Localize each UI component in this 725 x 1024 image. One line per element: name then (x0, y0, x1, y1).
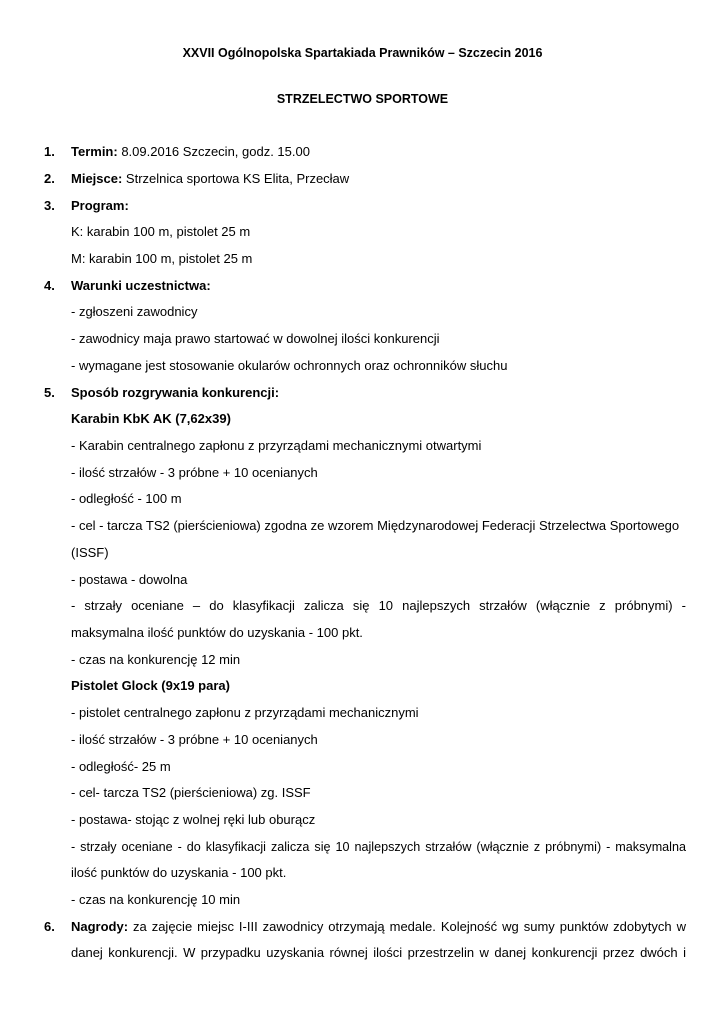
item-label: Miejsce: (71, 171, 123, 186)
pistolet-line: - cel- tarcza TS2 (pierścieniowa) zg. ISSF (71, 785, 311, 800)
pistolet-line: - ilość strzałów - 3 próbne + 10 ocenianych (71, 732, 318, 747)
program-line: M: karabin 100 m, pistolet 25 m (71, 251, 253, 266)
karabin-line: - postawa - dowolna (71, 572, 188, 587)
item-label: Sposób rozgrywania konkurencji: (71, 385, 280, 400)
pistolet-line: - pistolet centralnego zapłonu z przyrządami mechanicznymi (71, 705, 419, 720)
item-text: za zajęcie miejsc I-III zawodnicy otrzymają medale. Kolejność wg sumy punktów zdobytych w (128, 919, 686, 934)
item-label: Termin: (71, 144, 118, 159)
item-number: 5. (44, 385, 55, 400)
condition-line: - wymagane jest stosowanie okularów ochronnych oraz ochronników słuchu (71, 358, 508, 373)
program-line: K: karabin 100 m, pistolet 25 m (71, 224, 251, 239)
item-termin (71, 144, 686, 160)
pistolet-line: ilość punktów do uzyskania - 100 pkt. (71, 865, 287, 880)
item-label: Program: (71, 198, 129, 213)
item-label: Nagrody: (71, 919, 129, 934)
pistolet-line: - odległość- 25 m (71, 759, 171, 774)
item-miejsce (71, 171, 686, 187)
item-number: 1. (44, 144, 55, 159)
item-text: Strzelnica sportowa KS Elita, Przecław (122, 171, 350, 186)
karabin-line: - czas na konkurencję 12 min (71, 652, 241, 667)
item-number: 6. (44, 919, 55, 934)
item-number: 3. (44, 198, 55, 213)
item-nagrody (71, 919, 686, 935)
item-number: 2. (44, 171, 55, 186)
item-number: 4. (44, 278, 55, 293)
item-text: 8.09.2016 Szczecin, godz. 15.00 (117, 144, 310, 159)
condition-line: - zgłoszeni zawodnicy (71, 304, 198, 319)
karabin-line: - Karabin centralnego zapłonu z przyrządami mechanicznymi otwartymi (71, 438, 482, 453)
document-subtitle: STRZELECTWO SPORTOWE (276, 92, 449, 106)
pistolet-line: - postawa- stojąc z wolnej ręki lub oburącz (71, 812, 316, 827)
document-title: XXVII Ogólnopolska Spartakiada Prawników – Szczecin 2016 (182, 46, 543, 60)
pistolet-line: - czas na konkurencję 10 min (71, 892, 241, 907)
karabin-line: - odległość - 100 m (71, 491, 182, 506)
karabin-line: - ilość strzałów - 3 próbne + 10 ocenianych (71, 465, 318, 480)
pistolet-heading: Pistolet Glock (9x19 para) (71, 678, 230, 693)
karabin-heading: Karabin KbK AK (7,62x39) (71, 411, 231, 426)
pistolet-line: - strzały oceniane - do klasyfikacji zalicza się 10 najlepszych strzałów (włącznie z próbnymi) - maksymalna (71, 840, 686, 854)
item-label: Warunki uczestnictwa: (71, 278, 211, 293)
karabin-line: - cel - tarcza TS2 (pierścieniowa) zgodna ze wzorem Międzynarodowej Federacji Strzelectwa Sportowego (71, 518, 680, 533)
karabin-line: (ISSF) (71, 545, 109, 560)
condition-line: - zawodnicy maja prawo startować w dowolnej ilości konkurencji (71, 331, 440, 346)
nagrody-line: danej konkurencji. W przypadku uzyskania równej ilości przestrzelin w danej konkurencji przez dwóch i (71, 945, 686, 960)
karabin-line: maksymalna ilość punktów do uzyskania - 100 pkt. (71, 625, 363, 640)
karabin-line: - strzały oceniane – do klasyfikacji zalicza się 10 najlepszych strzałów (włącznie z próbnymi) - (71, 598, 686, 613)
